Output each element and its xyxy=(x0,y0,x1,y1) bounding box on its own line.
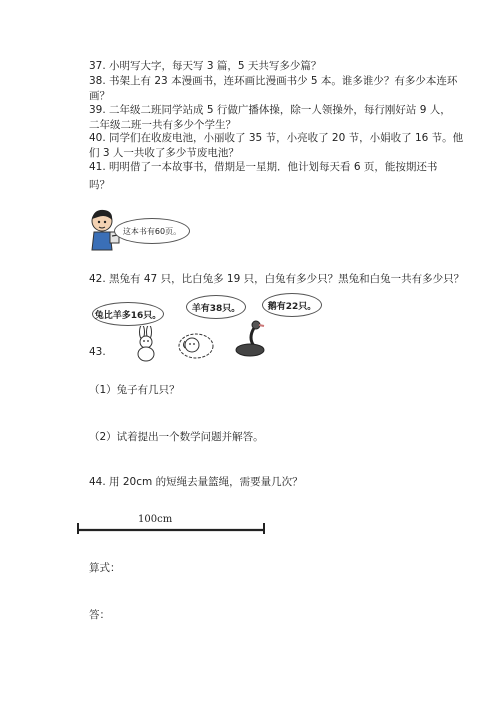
speech-bubble-book-text: 这本书有60页。 xyxy=(122,226,182,236)
question-40-line2: 们 3 人一共收了多少节废电池？ xyxy=(89,147,239,159)
rope-length-label: 100cm xyxy=(138,514,173,525)
sheep-illustration xyxy=(176,331,216,361)
question-37: 37. 小明写大字，每天写 3 篇，5 天共写多少篇？ xyxy=(89,60,322,72)
question-42: 42. 黑兔有 47 只，比白兔多 19 只，白兔有多少只？黑兔和白兔一共有多少只？ xyxy=(89,273,465,285)
question-40-line1: 40. 同学们在收废电池，小丽收了 35 节，小亮收了 20 节，小娟收了 16 节。他 xyxy=(89,132,464,144)
formula-label: 算式： xyxy=(89,562,121,574)
question-41-line2: 吗？ xyxy=(89,179,110,191)
question-39-line2: 二年级二班一共有多少个学生？ xyxy=(89,119,236,131)
question-39-line1: 39. 二年级二班同学站成 5 行做广播体操，除一人领操外，每行刚好站 9 人， xyxy=(89,104,451,116)
speech-bubble-book xyxy=(114,218,190,244)
question-38-line2: 画？ xyxy=(89,90,110,102)
speech-bubble-sheep xyxy=(186,295,246,319)
question-44: 44. 用 20cm 的短绳去量篮绳，需要量几次？ xyxy=(89,476,303,488)
question-43: 43. xyxy=(89,346,106,358)
question-43-part1: （1）兔子有几只？ xyxy=(89,384,180,396)
answer-label: 答： xyxy=(89,609,110,621)
speech-bubble-sheep-text: 羊有38只。 xyxy=(191,303,241,314)
speech-bubble-goose-text: 鹅有22只。 xyxy=(267,301,317,312)
question-43-part2: （2）试着提出一个数学问题并解答。 xyxy=(89,431,264,443)
question-38-line1: 38. 书架上有 23 本漫画书，连环画比漫画书少 5 本。谁多谁少？有多少本连环 xyxy=(89,75,458,87)
question-41-line1: 41. 明明借了一本故事书，借期是一星期．他计划每天看 6 页，能按期还书 xyxy=(89,161,438,173)
speech-bubble-rabbit-text: 兔比羊多16只。 xyxy=(94,310,162,321)
goose-illustration xyxy=(232,320,268,358)
speech-bubble-rabbit xyxy=(92,302,164,326)
rabbit-illustration xyxy=(132,326,160,362)
rope-diagram xyxy=(76,512,268,538)
speech-bubble-goose xyxy=(262,293,322,317)
